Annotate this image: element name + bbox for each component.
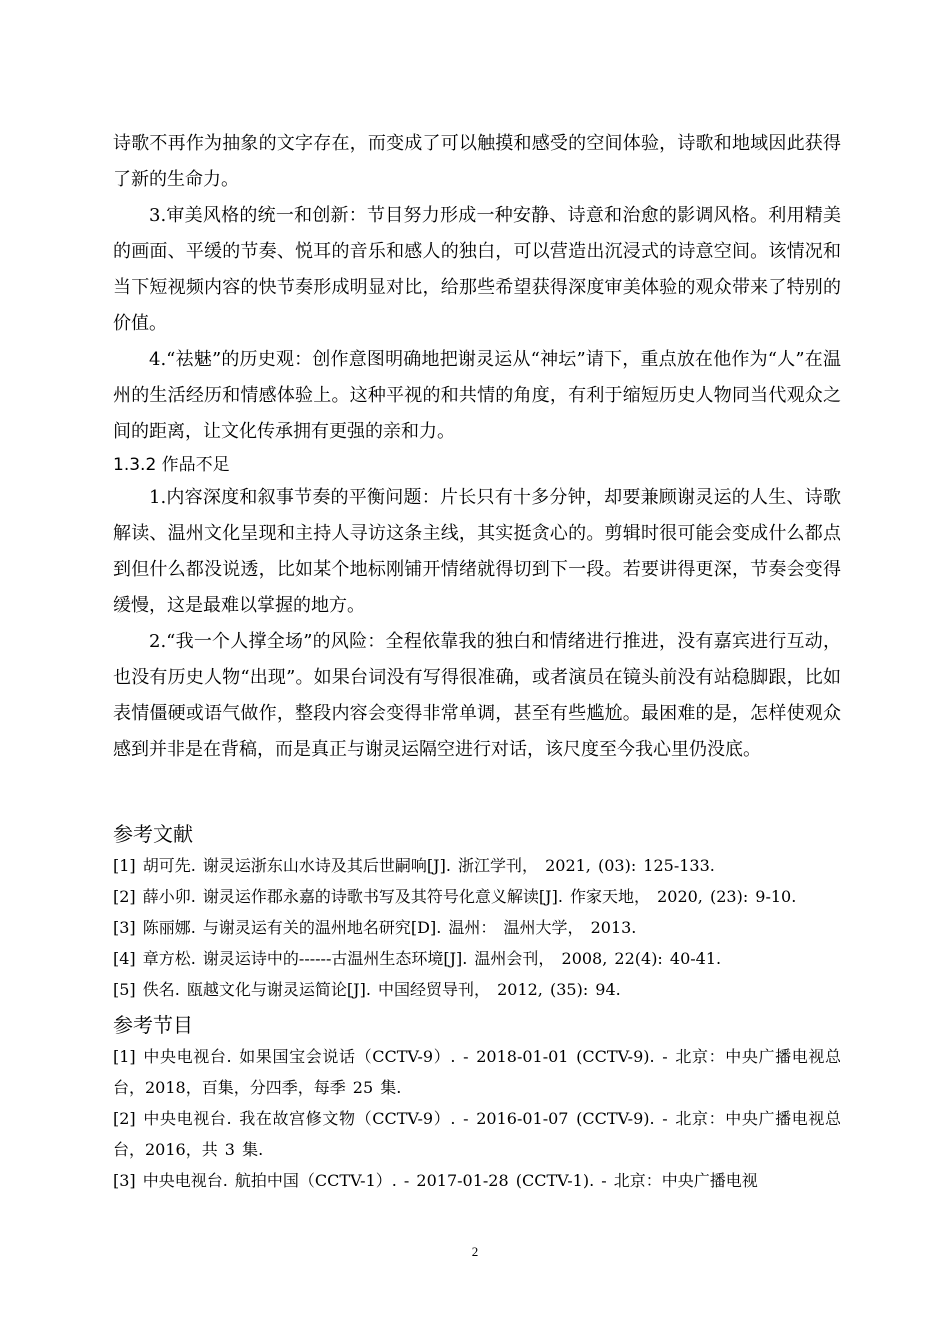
body-paragraph-continuation: 诗歌不再作为抽象的文字存在，而变成了可以触摸和感受的空间体验，诗歌和地域因此获得了新的生命力。 — [113, 133, 841, 190]
body-paragraph-solo-risk: 2.“我一个人撑全场”的风险：全程依靠我的独白和情绪进行推进，没有嘉宾进行互动，也没有历史人物“出现”。如果台词没有写得很准确，或者演员在镜头前没有站稳脚跟，比如表情僵硬或语气做作，整段内容会变得非常单调，甚至有些尴尬。最困难的是，怎样使观众感到并非是在背稿，而是真正与谢灵运隔空进行对话，该尺度至今我心里仍没底。 — [113, 631, 841, 760]
programs-list — [113, 1041, 841, 1196]
subsection-heading: 1.3.2 作品不足 — [113, 455, 230, 475]
body-paragraph-disenchantment: 4.“祛魅”的历史观：创作意图明确地把谢灵运从“神坛”请下，重点放在他作为“人”在温州的生活经历和情感体验上。这种平视的和共情的角度，有利于缩短历史人物同当代观众之间的距离，让文化传承拥有更强的亲和力。 — [113, 349, 841, 442]
page-number: 2 — [471, 1244, 479, 1259]
reference-item: [5] 佚名. 瓯越文化与谢灵运简论[J]. 中国经贸导刊， 2012, (35): 94. — [113, 980, 621, 999]
body-paragraph-depth-rhythm: 1.内容深度和叙事节奏的平衡问题：片长只有十多分钟，却要兼顾谢灵运的人生、诗歌解读、温州文化呈现和主持人寻访这条主线，其实挺贪心的。剪辑时很可能会变成什么都点到但什么都没说透，比如某个地标刚铺开情绪就得切到下一段。若要讲得更深，节奏会变得缓慢，这是最难以掌握的地方。 — [113, 487, 841, 616]
body-paragraph-aesthetic-style: 3.审美风格的统一和创新：节目努力形成一种安静、诗意和治愈的影调风格。利用精美的画面、平缓的节奏、悦耳的音乐和感人的独白，可以营造出沉浸式的诗意空间。该情况和当下短视频内容的快节奏形成明显对比，给那些希望获得深度审美体验的观众带来了特别的价值。 — [113, 205, 841, 334]
document-page — [113, 126, 841, 1196]
reference-item: [1] 胡可先. 谢灵运浙东山水诗及其后世嗣响[J]. 浙江学刊， 2021, (03): 125-133. — [113, 856, 715, 875]
program-item: [3] 中央电视台. 航拍中国（CCTV-1）. - 2017-01-28 (CCTV-1). - 北京：中央广播电视 — [113, 1171, 758, 1190]
reference-item: [2] 薛小卯. 谢灵运作郡永嘉的诗歌书写及其符号化意义解读[J]. 作家天地， 2020, (23): 9-10. — [113, 887, 797, 906]
program-item: [2] 中央电视台. 我在故宫修文物（CCTV-9）. - 2016-01-07 (CCTV-9). - 北京：中央广播电视总台，2016，共 3 集. — [113, 1109, 841, 1159]
programs-heading: 参考节目 — [113, 1013, 193, 1037]
references-heading: 参考文献 — [113, 822, 193, 846]
reference-item: [3] 陈丽娜. 与谢灵运有关的温州地名研究[D]. 温州： 温州大学， 2013. — [113, 918, 637, 937]
program-item: [1] 中央电视台. 如果国宝会说话（CCTV-9）. - 2018-01-01 (CCTV-9). - 北京：中央广播电视总台，2018，百集，分四季，每季 25 集. — [113, 1047, 841, 1097]
references-list — [113, 850, 841, 1005]
reference-item: [4] 章方松. 谢灵运诗中的------古温州生态环境[J]. 温州会刊， 2008, 22(4): 40-41. — [113, 949, 722, 968]
